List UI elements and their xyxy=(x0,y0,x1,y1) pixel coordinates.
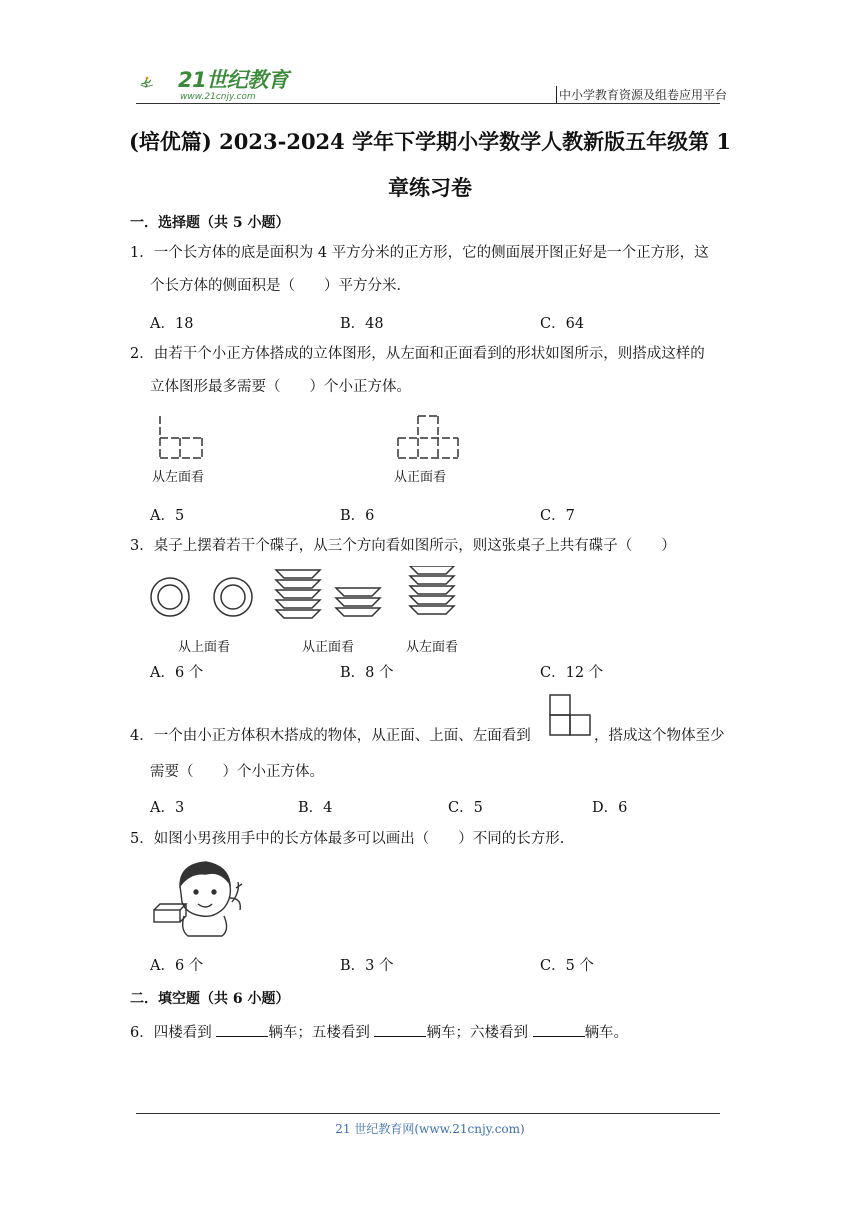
logo-url: www.21cnjy.com xyxy=(180,92,256,102)
q6-blank-3[interactable] xyxy=(533,1022,585,1037)
section-heading-fill: 二．填空题（共 6 小题） xyxy=(130,991,290,1007)
q6-part3: 辆车；六楼看到 xyxy=(426,1025,533,1041)
footer-text: 21 世纪教育网(www.21cnjy.com) xyxy=(335,1122,525,1136)
q1-line1: 1．一个长方体的底是面积为 4 平方分米的正方形，它的侧面展开图正好是一个正方形，这 xyxy=(130,245,709,261)
q6-blank-2[interactable] xyxy=(374,1022,426,1037)
q6-part1: 6．四楼看到 xyxy=(130,1025,217,1041)
q5-option-b: B．3 个 xyxy=(340,958,394,974)
q4-option-c: C．5 xyxy=(448,800,483,816)
q4-line2: 需要（ ）个小正方体。 xyxy=(150,764,324,780)
q3-label-front: 从正面看 xyxy=(302,640,355,655)
page-title-line2: 章练习卷 xyxy=(388,175,472,200)
q3-line1: 3．桌子上摆着若干个碟子，从三个方向看如图所示，则这张桌子上共有碟子（ ） xyxy=(130,538,676,554)
footer-divider xyxy=(136,1113,720,1114)
q4-line1-start: 4．一个由小正方体积木搭成的物体，从正面、上面、左面看到 xyxy=(130,728,531,744)
q2-left-view-label: 从左面看 xyxy=(152,470,205,485)
platform-name: 中小学教育资源及组卷应用平台 xyxy=(556,86,727,103)
q5-line1: 5．如图小男孩用手中的长方体最多可以画出（ ）不同的长方形. xyxy=(130,831,565,847)
q2-line2: 立体图形最多需要（ ）个小正方体。 xyxy=(150,379,411,395)
q2-left-view-figure xyxy=(152,412,212,462)
q3-label-left: 从左面看 xyxy=(406,640,459,655)
q2-option-b: B．6 xyxy=(340,508,375,524)
boy-with-cuboid-illustration xyxy=(150,858,250,938)
logo-text: 21世纪教育 xyxy=(178,68,289,92)
q3-option-c: C．12 个 xyxy=(540,665,604,681)
q6-part2: 辆车；五楼看到 xyxy=(268,1025,375,1041)
page-title-line1: (培优篇) 2023-2024 学年下学期小学数学人教新版五年级第 1 xyxy=(128,129,732,154)
q1-option-a: A．18 xyxy=(150,316,194,332)
q2-option-a: A．5 xyxy=(150,508,185,524)
q1-option-c: C．64 xyxy=(540,316,585,332)
q3-plates-figure xyxy=(148,566,468,636)
section-heading-choice: 一．选择题（共 5 小题） xyxy=(130,215,290,231)
q4-option-a: A．3 xyxy=(150,800,185,816)
q3-label-top: 从上面看 xyxy=(178,640,231,655)
q5-option-c: C．5 个 xyxy=(540,958,594,974)
q4-option-d: D．6 xyxy=(592,800,628,816)
q1-option-b: B．48 xyxy=(340,316,384,332)
q2-front-view-label: 从正面看 xyxy=(394,470,447,485)
q6-line xyxy=(130,1022,628,1043)
q3-option-b: B．8 个 xyxy=(340,665,394,681)
header-divider xyxy=(136,103,720,104)
q6-blank-1[interactable] xyxy=(216,1022,268,1037)
q3-option-a: A．6 个 xyxy=(150,665,204,681)
q4-option-b: B．4 xyxy=(298,800,333,816)
q5-option-a: A．6 个 xyxy=(150,958,204,974)
q4-view-figure xyxy=(548,693,594,739)
q1-line2: 个长方体的侧面积是（ ）平方分米． xyxy=(150,278,411,294)
q2-line1: 2．由若干个小正方体搭成的立体图形，从左面和正面看到的形状如图所示，则搭成这样的 xyxy=(130,346,705,362)
q4-line1-end: ，搭成这个物体至少 xyxy=(594,728,725,744)
q6-part4: 辆车。 xyxy=(584,1025,629,1041)
q2-option-c: C．7 xyxy=(540,508,575,524)
q2-front-view-figure xyxy=(392,412,472,462)
